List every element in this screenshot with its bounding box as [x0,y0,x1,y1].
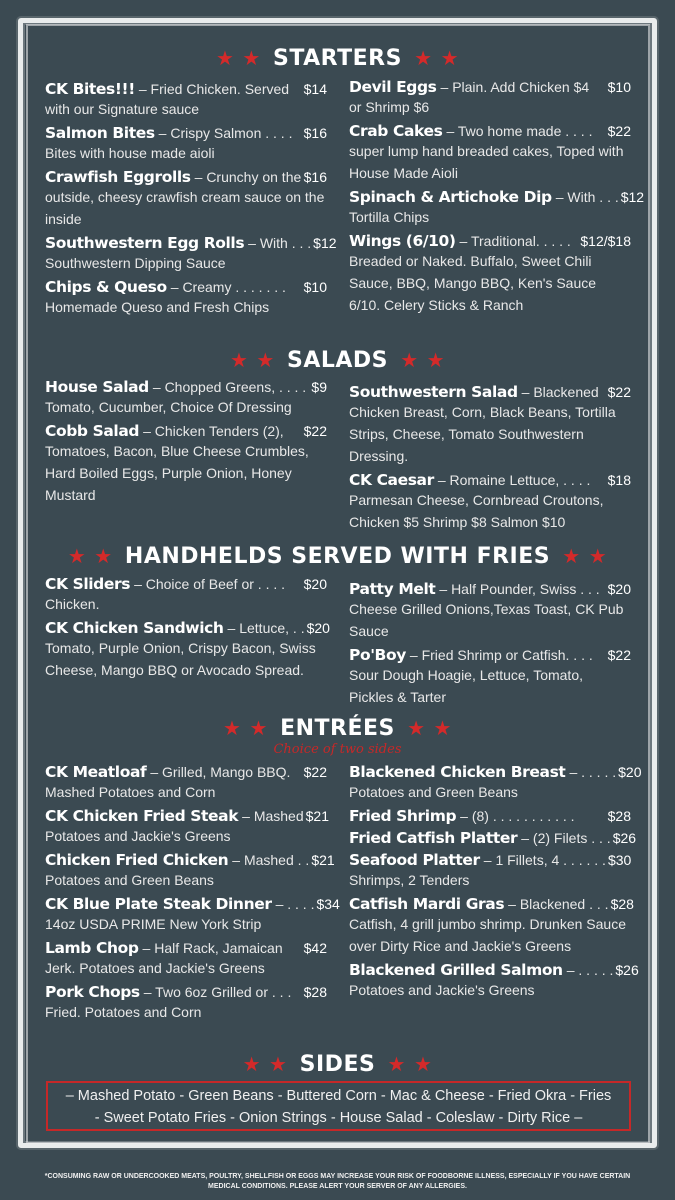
menu-item-name: Chips & Queso [45,278,167,296]
menu-item-details: Tomato, Cucumber, Choice Of Dressing [45,399,292,415]
menu-item-description: – Fried Chicken. Served [138,81,290,97]
menu-item-name: CK Bites!!! [45,80,135,98]
menu-item-price: $26 [612,830,637,846]
star-icon: ★ [249,716,268,740]
menu-item-details: Tomato, Purple Onion, Crispy Bacon, Swiss Cheese, Mango BBQ or Avocado Spread. [45,640,316,678]
menu-item-name: Pork Chops [45,983,140,1001]
menu-item-price: $28 [303,984,327,1000]
menu-item-price: $20 [303,576,327,592]
star-icon: ★ [215,46,235,70]
salads-title: SALADS [286,348,389,373]
star-icon: ★ [269,1052,288,1076]
salads-right-column [349,383,631,537]
handhelds-title: HANDHELDS SERVED WITH FRIES [124,544,551,569]
menu-item-name: Southwestern Egg Rolls [45,234,245,252]
menu-item-price: $28 [610,896,634,912]
menu-item-price: $21 [311,852,335,868]
menu-item-name: Salmon Bites [45,124,155,142]
menu-item-description: – Half Pounder, Swiss . . . [439,581,600,597]
menu-item-price: $10 [303,279,327,295]
menu-item [349,188,645,228]
menu-item-description: – Traditional. . . . . [459,233,571,249]
menu-item-description: – (8) . . . . . . . . . . . [460,808,575,824]
menu-item-price: $21 [305,808,329,824]
menu-item-name: CK Chicken Fried Steak [45,807,239,825]
menu-item-name: House Salad [45,378,149,396]
menu-item [349,829,637,847]
menu-item-name: Wings (6/10) [349,232,456,250]
menu-item-header [45,168,327,186]
menu-item-details: Chicken. [45,596,100,612]
star-icon: ★ [588,544,608,568]
menu-item-description: – Lettuce, . . [227,620,305,636]
menu-item-header [349,807,631,825]
menu-item-header [45,278,327,296]
menu-item-description: – Blackened . . . [508,896,609,912]
salads-heading [0,348,675,373]
handhelds-heading [0,544,675,569]
menu-item-price: $20 [618,764,642,780]
menu-item [45,763,327,803]
menu-item-price: $34 [316,896,340,912]
menu-item [349,471,631,533]
menu-item-details: Parmesan Cheese, Cornbread Croutons, Chicken $5 Shrimp $8 Salmon $10 [349,492,604,530]
menu-item-description: – With . . . [555,189,619,205]
menu-item-header [45,807,327,825]
menu-item-name: Patty Melt [349,580,436,598]
star-icon: ★ [387,1052,406,1076]
menu-item-details: Potatoes and Green Beans [45,872,214,888]
menu-item-header [349,580,631,598]
menu-item-header [349,895,634,913]
starters-heading [0,46,675,71]
menu-item-price: $16 [303,125,327,141]
menu-item-name: Spinach & Artichoke Dip [349,188,552,206]
menu-item-details: Shrimps, 2 Tenders [349,872,470,888]
menu-item-header [45,124,327,142]
menu-item-header [349,851,631,869]
menu-item-details: Chicken Breast, Corn, Black Beans, Tortilla Strips, Cheese, Tomato Southwestern Dressing. [349,404,616,464]
menu-item [45,80,327,120]
menu-item-header [349,383,631,401]
menu-item-header [45,422,327,440]
menu-item-name: Blackened Grilled Salmon [349,961,563,979]
menu-item [349,961,639,1001]
menu-item-details: Southwestern Dipping Sauce [45,255,226,271]
menu-item-description: – Mashed . . [232,852,310,868]
menu-item-price: $22 [607,647,631,663]
menu-item-name: Southwestern Salad [349,383,518,401]
menu-item-details: 14oz USDA PRIME New York Strip [45,916,262,932]
menu-item-details: Potatoes and Jackie's Greens [45,828,231,844]
menu-item-price: $22 [303,423,327,439]
menu-item-description: – . . . . . [569,764,617,780]
starters-right-column [349,78,645,320]
sides-heading [0,1052,675,1077]
star-icon: ★ [242,1052,262,1076]
menu-item-name: CK Sliders [45,575,131,593]
menu-item-name: Cobb Salad [45,422,140,440]
menu-item-details: Potatoes and Green Beans [349,784,518,800]
menu-item-price: $16 [303,169,327,185]
menu-item [349,580,631,642]
star-icon: ★ [426,348,446,372]
menu-item-header [349,122,631,140]
menu-item [45,422,327,506]
menu-item-name: CK Meatloaf [45,763,147,781]
menu-item-description: – . . . . [275,896,315,912]
menu-item-description: – Creamy . . . . . . . [170,279,286,295]
starters-left-column [45,80,337,322]
menu-item-details: outside, cheesy crawfish cream sauce on the inside [45,189,325,227]
menu-item-header [349,829,637,847]
menu-item [349,383,631,467]
entrees-right-column [349,763,642,1005]
menu-item-description: – Plain. Add Chicken $4 [440,79,590,95]
menu-item-name: CK Caesar [349,471,434,489]
menu-item-details: Bites with house made aioli [45,145,215,161]
menu-item-price: $14 [303,81,327,97]
star-icon: ★ [414,46,433,70]
menu-item-details: Mashed Potatoes and Corn [45,784,216,800]
menu-item-header [45,234,337,252]
menu-item-header [349,78,631,96]
menu-item-header [349,961,639,979]
menu-item [349,763,642,803]
sides-title: SIDES [299,1052,376,1077]
sides-line-1: – Mashed Potato - Green Beans - Buttered Corn - Mac & Cheese - Fried Okra - Fries [65,1088,612,1104]
menu-item-details: Tomatoes, Bacon, Blue Cheese Crumbles, Hard Boiled Eggs, Purple Onion, Honey Mustard [45,443,309,503]
menu-item-header [349,188,645,206]
menu-item-price: $30 [607,852,632,868]
menu-item-price: $22 [303,764,327,780]
allergy-disclaimer: *CONSUMING RAW OR UNDERCOOKED MEATS, POULTRY, SHELLFISH OR EGGS MAY INCREASE YOUR RISK OF FOODBORNE ILLNESS, ESPECIALLY IF YOU HAVE CERTAIN MEDICAL CONDITIONS. PLEASE ALERT YOUR SERVER OF ANY ALLERGIES. [44,1173,631,1190]
menu-item-description: – (2) Filets . . . [521,830,611,846]
menu-item-name: Fried Shrimp [349,807,457,825]
menu-item-name: Crab Cakes [349,122,443,140]
menu-item-description: – Choice of Beef or . . . . [134,576,286,592]
star-icon: ★ [229,348,249,372]
menu-item-description: – . . . . . [566,962,614,978]
menu-item-header [45,763,327,781]
menu-item-price: $20 [306,620,330,636]
menu-item-name: Fried Catfish Platter [349,829,518,847]
star-icon: ★ [223,716,242,740]
menu-item [45,895,340,935]
menu-item [45,983,327,1023]
menu-item-header [45,851,335,869]
menu-item-description: – With . . . [248,235,312,251]
menu-item [45,575,327,615]
menu-item-description: – Half Rack, Jamaican [142,940,283,956]
star-icon: ★ [242,46,261,70]
entrees-heading [0,716,675,741]
menu-item-description: – 1 Fillets, 4 . . . . . . [483,852,606,868]
menu-item-details: Breaded or Naked. Buffalo, Sweet Chili Sauce, BBQ, Mango BBQ, Ken's Sauce 6/10. Celery Sticks & Ranch [349,253,597,313]
menu-item-name: Seafood Platter [349,851,480,869]
star-icon: ★ [256,348,275,372]
menu-item-name: Crawfish Eggrolls [45,168,191,186]
menu-item [349,78,631,118]
menu-item-price: $18 [607,472,631,488]
menu-item-details: Fried. Potatoes and Corn [45,1004,202,1020]
menu-item-description: – Two home made . . . . [446,123,593,139]
menu-item-details: Jerk. Potatoes and Jackie's Greens [45,960,265,976]
menu-item [45,939,327,979]
menu-item-price: $20 [607,581,631,597]
menu-item-description: – Chopped Greens, . . . . [152,379,307,395]
menu-item-header [45,619,330,637]
menu-item-description: – Blackened [521,384,599,400]
menu-item-price: $12 [313,235,337,251]
entrees-subtitle: Choice of two sides [273,742,402,757]
menu-item-description: – Grilled, Mango BBQ. [150,764,291,780]
menu-item-description: – Fried Shrimp or Catfish. . . . [409,647,593,663]
menu-item-header [45,575,327,593]
star-icon: ★ [400,348,419,372]
menu-item-details: Catfish, 4 grill jumbo shrimp. Drunken Sauce over Dirty Rice and Jackie's Greens [349,916,627,954]
menu-item-header [45,378,327,396]
menu-item-price: $26 [615,962,639,978]
menu-item-price: $22 [607,384,631,400]
star-icon: ★ [407,716,426,740]
menu-item-details: Homemade Queso and Fresh Chips [45,299,270,315]
menu-item-details: or Shrimp $6 [349,99,430,115]
menu-item-header [349,471,631,489]
menu-item-header [45,983,327,1001]
menu-item [45,124,327,164]
menu-item-details: Sour Dough Hoagie, Lettuce, Tomato, Pickles & Tarter [349,667,584,705]
entrees-left-column [45,763,340,1027]
menu-item-header [349,646,631,664]
menu-item [45,278,327,318]
menu-item [45,619,330,681]
star-icon: ★ [413,1052,433,1076]
menu-item-name: Po'Boy [349,646,406,664]
menu-item-details: with our Signature sauce [45,101,200,117]
handhelds-right-column [349,580,631,712]
menu-item [45,807,327,847]
menu-item [45,168,327,230]
menu-item-header [349,763,642,781]
menu-item-price: $10 [607,79,631,95]
menu-item-price: $22 [607,123,631,139]
menu-item-name: CK Chicken Sandwich [45,619,224,637]
menu-item-description: – Mashed [242,808,304,824]
menu-item-price: $9 [311,379,327,395]
menu-item-header [45,895,340,913]
handhelds-left-column [45,575,330,685]
menu-item-name: Devil Eggs [349,78,437,96]
menu-item-description: – Romaine Lettuce, . . . . [437,472,591,488]
menu-item-name: Catfish Mardi Gras [349,895,505,913]
star-icon: ★ [67,544,87,568]
menu-item-price: $42 [303,940,327,956]
menu-item-description: – Chicken Tenders (2), [143,423,284,439]
menu-item [45,234,337,274]
menu-item-name: CK Blue Plate Steak Dinner [45,895,272,913]
salads-left-column [45,378,327,510]
sides-list [46,1081,631,1131]
menu-item-details: Potatoes and Jackie's Greens [349,982,535,998]
star-icon: ★ [562,544,581,568]
menu-item-details: super lump hand breaded cakes, Toped with House Made Aioli [349,143,624,181]
menu-item-details: Cheese Grilled Onions,Texas Toast, CK Pub Sauce [349,601,624,639]
menu-item-description: – Crunchy on the [194,169,302,185]
star-icon: ★ [440,46,460,70]
menu-item [349,807,631,825]
menu-item [349,646,631,708]
menu-item [349,851,631,891]
menu-item [349,232,631,316]
menu-item-header [45,80,327,98]
entrees-title: ENTRÉES [280,716,395,741]
menu-item-header [45,939,327,957]
menu-item [45,378,327,418]
star-icon: ★ [433,716,452,740]
menu-item-price: $12/$18 [580,233,631,249]
star-icon: ★ [94,544,113,568]
menu-item-description: – Two 6oz Grilled or . . . [143,984,292,1000]
menu-item [45,851,335,891]
menu-item-header [349,232,631,250]
starters-title: STARTERS [273,46,402,71]
menu-item [349,122,631,184]
menu-item-details: Tortilla Chips [349,209,430,225]
sides-line-2: - Sweet Potato Fries - Onion Strings - House Salad - Coleslaw - Dirty Rice – [94,1110,583,1126]
menu-item-name: Chicken Fried Chicken [45,851,229,869]
menu-item-name: Lamb Chop [45,939,139,957]
menu-item-description: – Crispy Salmon . . . . [158,125,293,141]
menu-item-price: $28 [607,808,631,824]
menu-item-name: Blackened Chicken Breast [349,763,566,781]
menu-item-price: $12 [620,189,645,205]
menu-item [349,895,634,957]
